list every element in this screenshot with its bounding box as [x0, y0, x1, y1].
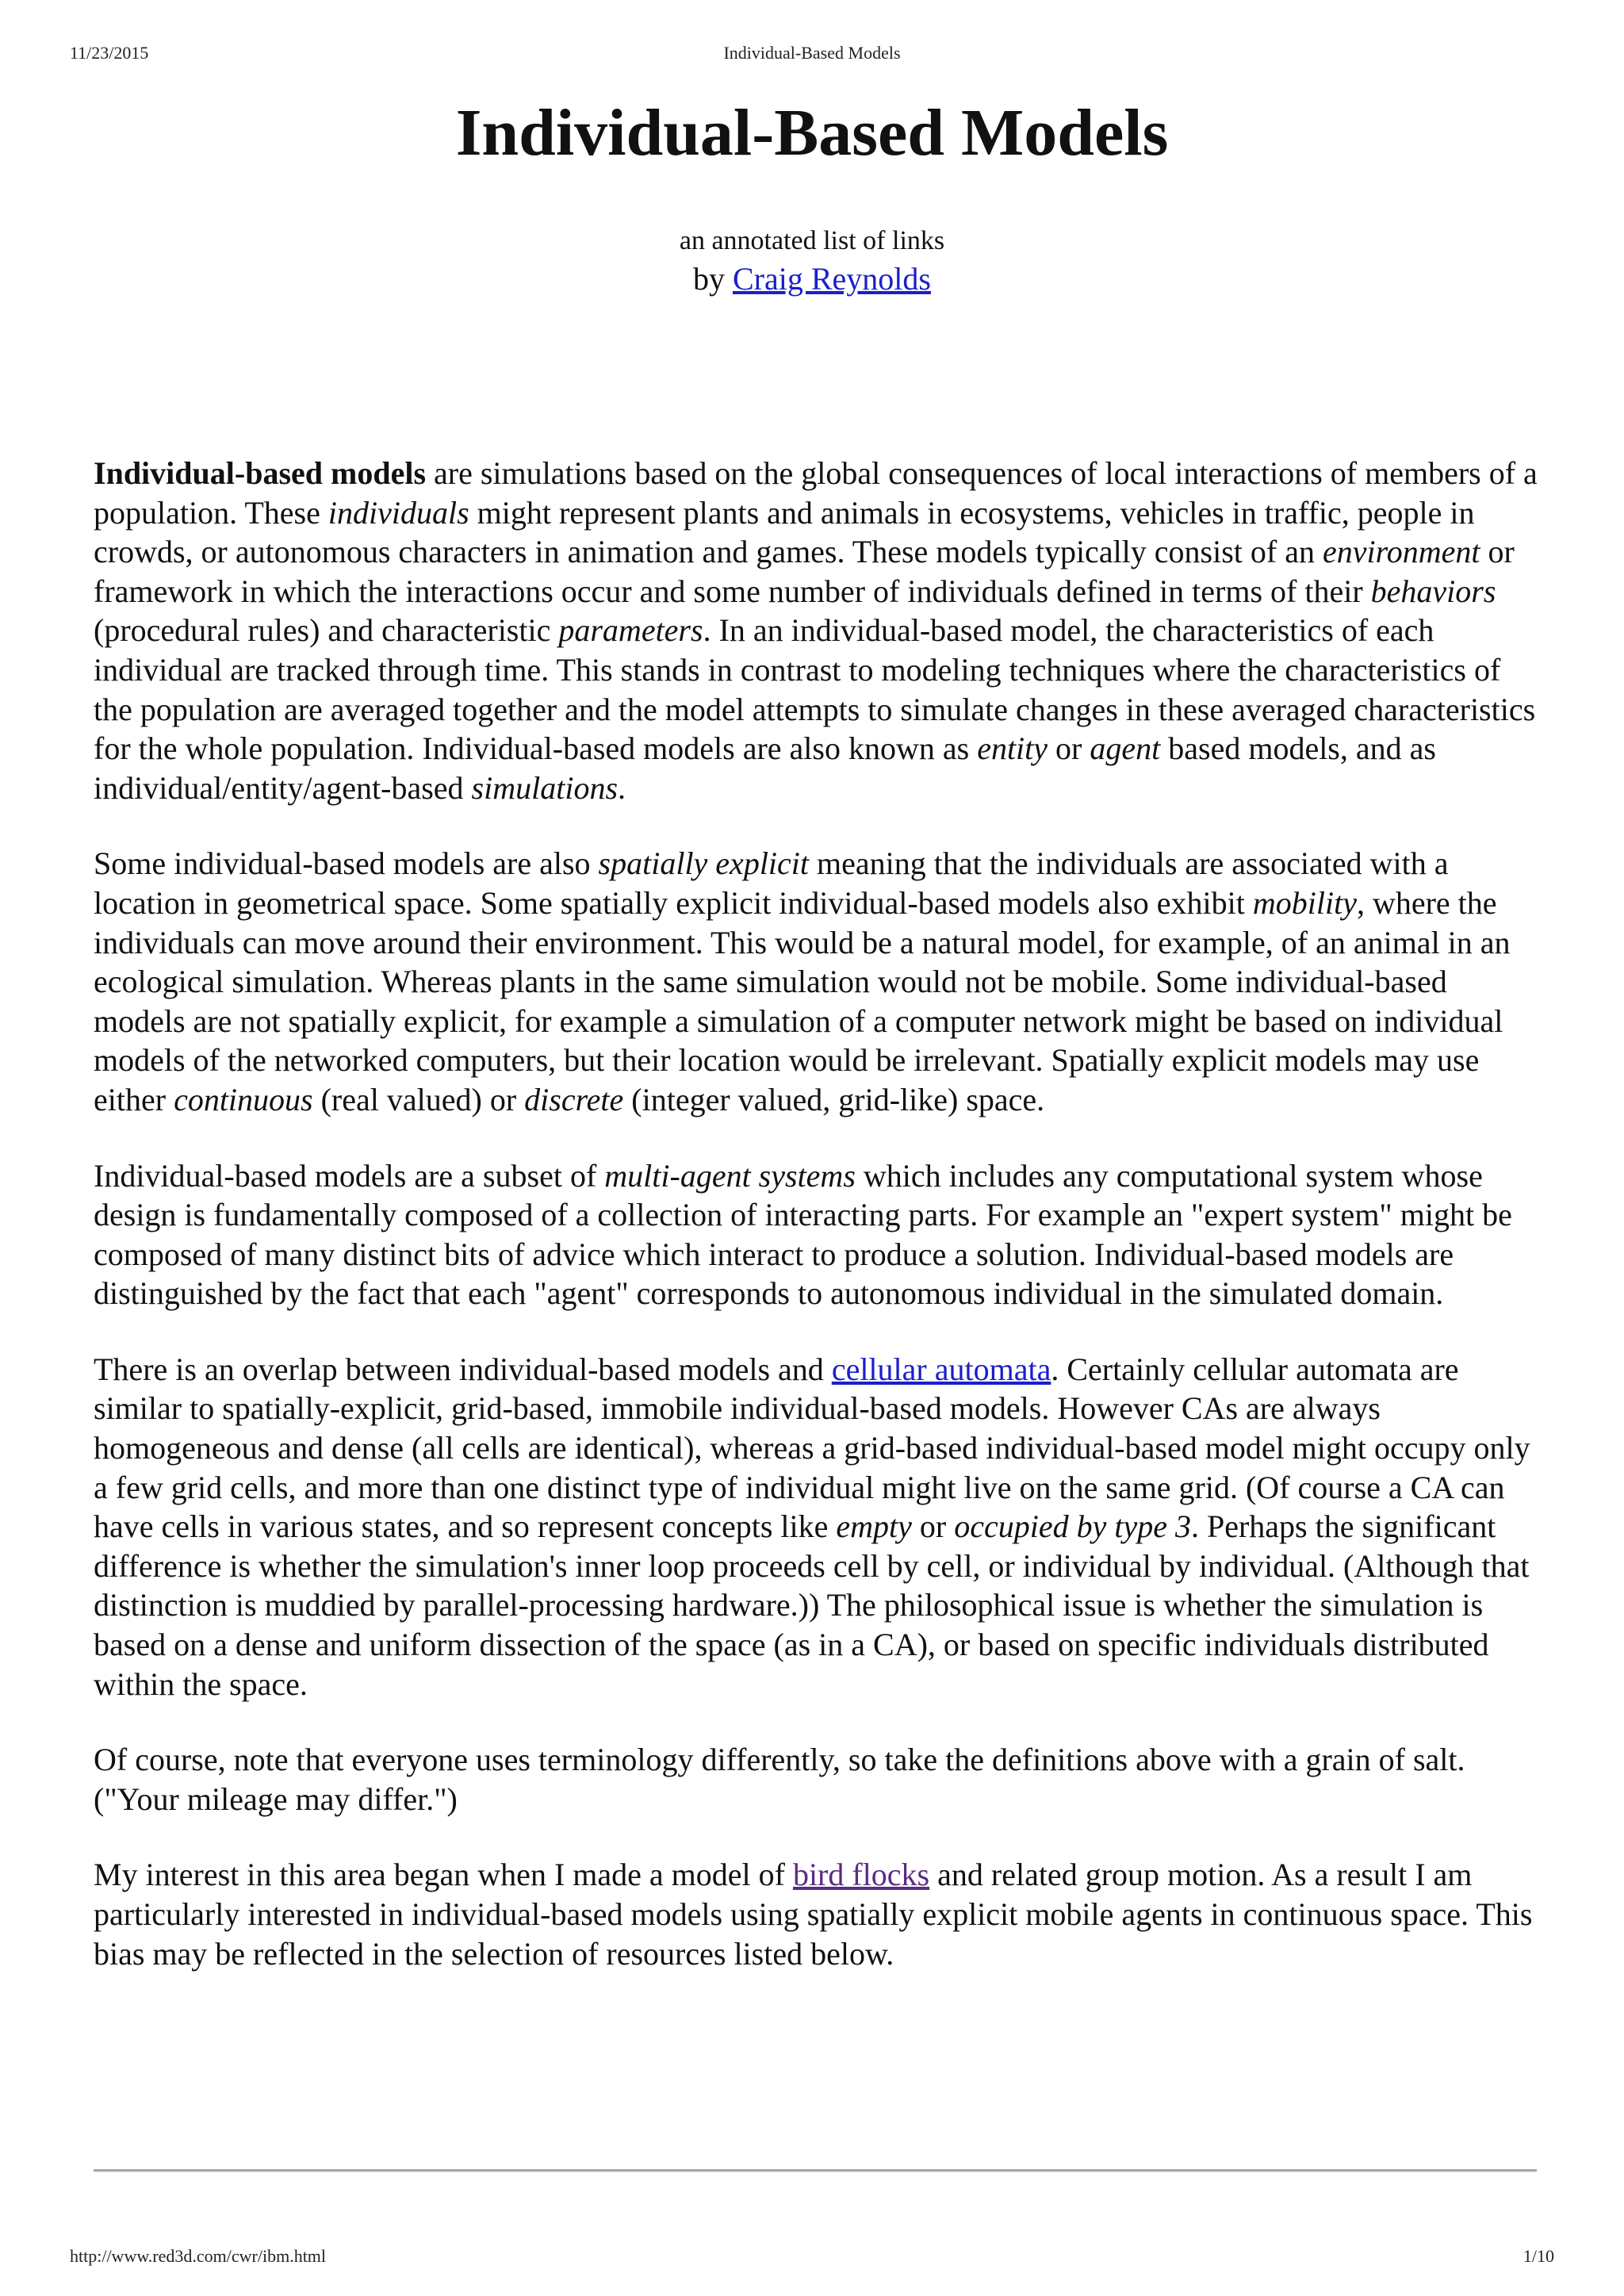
emphasis: individuals — [327, 494, 469, 531]
paragraph-cellular-automata — [94, 1350, 1545, 1704]
horizontal-rule — [94, 2169, 1537, 2172]
print-footer — [70, 2246, 1554, 2268]
print-page-title: Individual-Based Models — [723, 43, 901, 63]
emphasis: discrete — [524, 1081, 624, 1117]
emphasis: environment — [1322, 534, 1480, 570]
text-span: Some individual-based models are also — [94, 845, 599, 882]
text-span: Of course, note that everyone uses terminology differently, so take the definitions above with a grain of salt. ("Your mileage may differ.") — [94, 1742, 1465, 1817]
print-url: http://www.red3d.com/cwr/ibm.html — [70, 2246, 327, 2266]
cellular-automata-link[interactable]: cellular automata — [831, 1351, 1051, 1387]
subtitle: an annotated list of links — [679, 226, 945, 255]
term-individual-based-models: Individual-based models — [94, 455, 427, 491]
text-span: are simulations based on the global consequences of local interactions of members of a population. These — [94, 455, 1538, 531]
author-link[interactable]: Craig Reynolds — [733, 261, 931, 297]
text-span: which includes any computational system whose design is fundamentally composed of a collection of interacting parts. For example an "expert system" might be composed of many distinct bits of advice which interact to produce a solution. Individual-based models are distinguished by the fact that each "agent" corresponds to autonomous individual in the simulated domain. — [94, 1157, 1512, 1312]
emphasis: multi-agent systems — [604, 1157, 856, 1194]
emphasis: mobility — [1252, 884, 1357, 921]
emphasis: parameters — [558, 612, 703, 649]
text-span: might represent plants and animals in ecosystems, vehicles in traffic, people in crowds, or autonomous characters in animation and games. These models typically consist of an — [94, 494, 1475, 570]
text-span: or — [911, 1508, 955, 1545]
paragraph-spatially-explicit — [94, 844, 1545, 1119]
article-body — [94, 454, 1545, 2010]
text-span: based models, and as individual/entity/agent-based — [94, 730, 1436, 806]
emphasis: behaviors — [1370, 573, 1496, 609]
text-span: or framework in which the interactions occur and some number of individuals defined in terms of their — [94, 534, 1515, 609]
text-span: . — [618, 769, 626, 806]
emphasis: simulations — [471, 769, 619, 806]
emphasis: agent — [1090, 730, 1161, 767]
text-span: , where the individuals can move around their environment. This would be a natural model, for example, of an animal in an ecological simulation. Whereas plants in the same simulation would not be mobile. Some individual-based models are not spatially explicit, for example a simulation of a computer network might be based on individual models of the networked computers, but their location would be irrelevant. Spatially explicit models may use either — [94, 884, 1511, 1117]
text-span: (real valued) or — [312, 1081, 525, 1117]
subtitle-block — [0, 224, 1624, 300]
byline-prefix: by — [693, 261, 733, 297]
paragraph-interest — [94, 1855, 1545, 1973]
text-span: My interest in this area began when I made a model of — [94, 1857, 793, 1893]
emphasis: spatially explicit — [598, 845, 810, 882]
page-title: Individual-Based Models — [455, 96, 1169, 170]
emphasis: entity — [977, 730, 1048, 767]
text-span: Individual-based models are a subset of — [94, 1157, 605, 1194]
emphasis: empty — [836, 1508, 912, 1545]
text-span: or — [1048, 730, 1090, 767]
text-span: There is an overlap between individual-based models and — [94, 1351, 832, 1387]
text-span: . In an individual-based model, the characteristics of each individual are tracked through time. This stands in contrast to modeling techniques where the characteristics of the population are averaged together and the model attempts to simulate changes in these averaged characteristics for the whole population. Individual-based models are also known as — [94, 612, 1536, 767]
print-header — [70, 43, 1554, 65]
paragraph-terminology — [94, 1740, 1545, 1819]
text-span: meaning that the individuals are associated with a location in geometrical space. Some spatially explicit individual-based models also exhibit — [94, 845, 1449, 921]
byline — [0, 259, 1624, 300]
bird-flocks-link[interactable]: bird flocks — [792, 1857, 930, 1893]
emphasis: occupied by type 3 — [954, 1508, 1191, 1545]
paragraph-multi-agent — [94, 1156, 1545, 1313]
text-span: . Certainly cellular automata are similar to spatially-explicit, grid-based, immobile individual-based models. However CAs are always homogeneous and dense (all cells are identical), whereas a grid-based individual-based model might occupy only a few grid cells, and more than one distinct type of individual might live on the same grid. (Of course a CA can have cells in various states, and so represent concepts like — [94, 1351, 1530, 1545]
print-page-number: 1/10 — [1522, 2246, 1554, 2266]
text-span: . Perhaps the significant difference is whether the simulation's inner loop proceeds cell by cell, or individual by individual. (Although that distinction is muddied by parallel-processing hardware.)) The philosophical issue is whether the simulation is based on a dense and uniform dissection of the space (as in a CA), or based on specific individuals distributed within the space. — [94, 1508, 1530, 1702]
text-span: and related group motion. As a result I am particularly interested in individual-based models using spatially explicit mobile agents in continuous space. This bias may be reflected in the selection of resources listed below. — [94, 1857, 1533, 1972]
text-span: (integer valued, grid-like) space. — [623, 1081, 1045, 1117]
emphasis: continuous — [174, 1081, 313, 1117]
print-date: 11/23/2015 — [70, 43, 149, 63]
paragraph-intro — [94, 454, 1545, 807]
text-span: (procedural rules) and characteristic — [94, 612, 559, 649]
